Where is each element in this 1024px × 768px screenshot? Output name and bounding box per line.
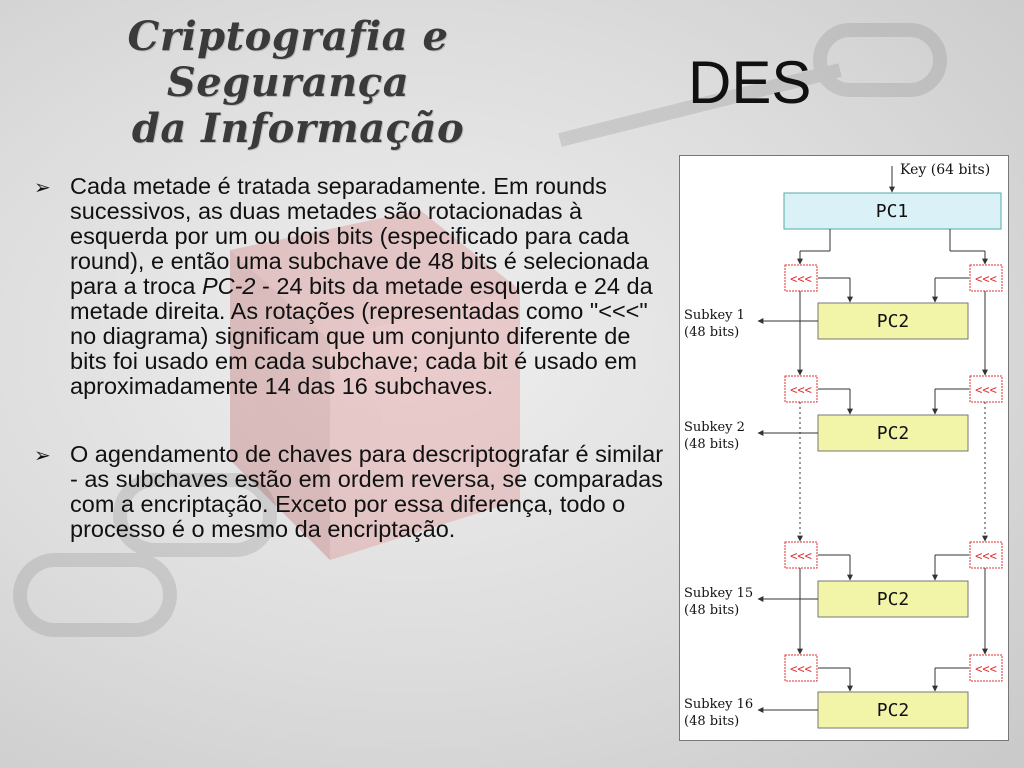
pc2-label: PC2: [876, 700, 910, 721]
logo-line-1: Criptografia e Segurança: [127, 13, 449, 106]
rotate-label: <<<: [790, 662, 812, 676]
subkey-label: Subkey 15: [684, 586, 754, 601]
logo-line-2: da Informação: [131, 105, 465, 152]
pc2-label: PC2: [876, 589, 910, 610]
key-schedule-diagram: [679, 155, 1009, 741]
bullet-text: O agendamento de chaves para descriptografar é similar - as subchaves estão em ordem reversa, se comparadas com a encriptação. Exceto por essa diferença, todo o processo é o mesmo da encriptação.: [70, 441, 664, 542]
subkey-size-label: (48 bits): [684, 603, 740, 618]
subkey-label: Subkey 2: [684, 420, 745, 435]
subkey-size-label: (48 bits): [684, 437, 740, 452]
rotate-label: <<<: [790, 383, 812, 397]
subkey-size-label: (48 bits): [684, 714, 740, 729]
key-label: Key (64 bits): [900, 162, 991, 178]
bullet-item: [34, 174, 664, 399]
rotate-label: <<<: [975, 272, 997, 286]
pc2-label: PC2: [876, 423, 910, 444]
pc2-label: PC2: [876, 311, 910, 332]
arrowhead-bullet-icon: ➢: [34, 445, 51, 467]
rotate-label: <<<: [975, 662, 997, 676]
bullet-item: [34, 442, 664, 542]
rotate-label: <<<: [975, 549, 997, 563]
bullet-list: [34, 174, 664, 542]
course-logo: [28, 14, 548, 152]
rotate-label: <<<: [790, 272, 812, 286]
subkey-size-label: (48 bits): [684, 325, 740, 340]
bullet-text: Cada metade é tratada separadamente. Em rounds sucessivos, as duas metades são rotacionadas à esquerda por um ou dois bits (especificado para cada round), e então uma subchave de 48 bits é selecionada para a troca PC-2 - 24 bits da metade esquerda e 24 da metade direita. As rotações (representadas como "<<<" no diagrama) significam que um conjunto diferente de bits foi usado em cada subchave; cada bit é usado em aproximadamente 14 das 16 subchaves.: [70, 173, 653, 399]
subkey-label: Subkey 1: [684, 308, 745, 323]
pc1-label: PC1: [875, 201, 909, 222]
arrowhead-bullet-icon: ➢: [34, 177, 51, 199]
rotate-label: <<<: [790, 549, 812, 563]
subkey-label: Subkey 16: [684, 697, 754, 712]
rotate-label: <<<: [975, 383, 997, 397]
slide-title: DES: [688, 49, 812, 116]
